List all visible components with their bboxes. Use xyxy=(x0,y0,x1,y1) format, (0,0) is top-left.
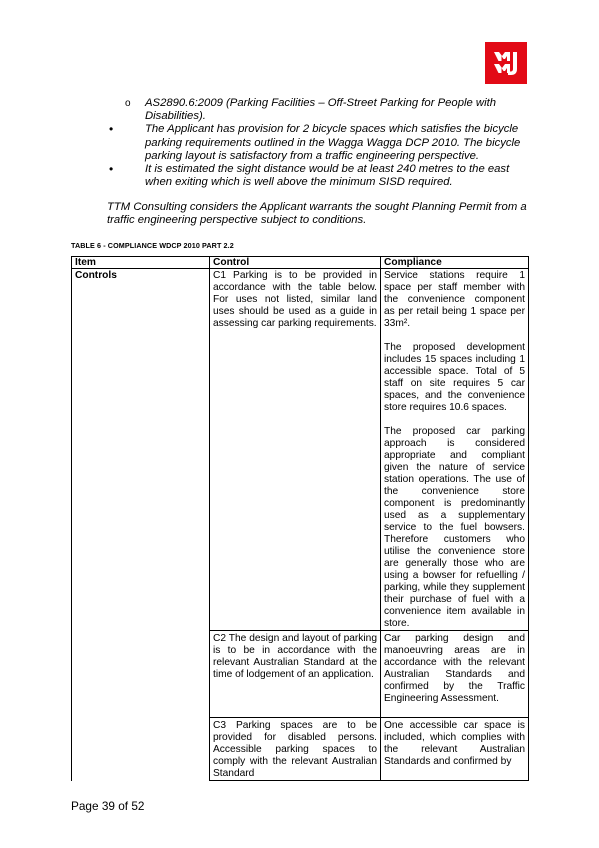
list-item-text: The Applicant has provision for 2 bicycle spaces which satisfies the bicycle parking requirements outlined in the Wagga Wagga DCP 2010. The bicycle parking layout is satisfactory from a traffic engineering perspective. xyxy=(145,123,521,162)
compliance-table xyxy=(71,256,529,781)
column-header-item: Item xyxy=(72,257,210,269)
table-header-row xyxy=(72,257,529,269)
compliance-paragraph: The proposed car parking approach is considered appropriate and compliant given the nature of service station operations. The use of the convenience store component is predominantly used as a supplementary service to the fuel bowsers. Therefore customers who utilise the convenience store are generally those who are using a bowser for refuelling / parking, while they supplement their purchase of fuel with a convenience item available in store. xyxy=(384,426,525,629)
control-cell: C3 Parking spaces are to be provided for disabled persons. Accessible parking spaces to comply with the relevant Australian Standard xyxy=(210,718,381,781)
compliance-paragraph: The proposed development includes 15 spaces including 1 accessible space. Total of 5 staff on site requires 5 car spaces, and the convenience store requires 10.6 spaces. xyxy=(384,342,525,413)
column-header-control: Control xyxy=(210,257,381,269)
company-logo xyxy=(485,42,527,84)
compliance-cell xyxy=(381,631,529,718)
item-cell: Controls xyxy=(72,269,210,781)
control-cell: C2 The design and layout of parking is to be in accordance with the relevant Australian Standard at the time of lodgement of an application. xyxy=(210,631,381,718)
bullet-icon: • xyxy=(109,162,114,177)
conclusion-paragraph: TTM Consulting considers the Applicant warrants the sought Planning Permit from a traffic engineering perspective subject to conditions. xyxy=(107,201,527,227)
page-number: Page 39 of 52 xyxy=(71,799,145,813)
sub-list-item-text: AS2890.6:2009 (Parking Facilities – Off-Street Parking for People with Disabilities). xyxy=(145,97,497,123)
bullet-list xyxy=(107,97,537,189)
compliance-paragraph: Car parking design and manoeuvring areas are in accordance with the relevant Australian Standards and confirmed by the Traffic Engineering Assessment. xyxy=(384,633,525,704)
bullet-icon: • xyxy=(109,122,114,137)
table-caption: TABLE 6 - COMPLIANCE WDCP 2010 PART 2.2 xyxy=(71,241,234,250)
list-item xyxy=(107,163,537,189)
mmj-logo-icon xyxy=(485,42,527,84)
control-cell: C1 Parking is to be provided in accordance with the table below. For uses not listed, similar land uses should be used as a guide in assessing car parking requirements. xyxy=(210,269,381,631)
table-row xyxy=(72,269,529,631)
compliance-paragraph: One accessible car space is included, which complies with the relevant Australian Standards and confirmed by xyxy=(384,720,525,767)
sub-list-item xyxy=(107,97,537,123)
column-header-compliance: Compliance xyxy=(381,257,529,269)
list-item xyxy=(107,123,537,163)
list-item-text: It is estimated the sight distance would be at least 240 metres to the east when exiting which is well above the minimum SISD required. xyxy=(145,163,510,189)
compliance-cell xyxy=(381,718,529,781)
compliance-paragraph: Service stations require 1 space per staff member with the convenience component as per retail being 1 space per 33m². xyxy=(384,270,525,329)
compliance-cell xyxy=(381,269,529,631)
hollow-bullet-marker: o xyxy=(125,98,131,109)
